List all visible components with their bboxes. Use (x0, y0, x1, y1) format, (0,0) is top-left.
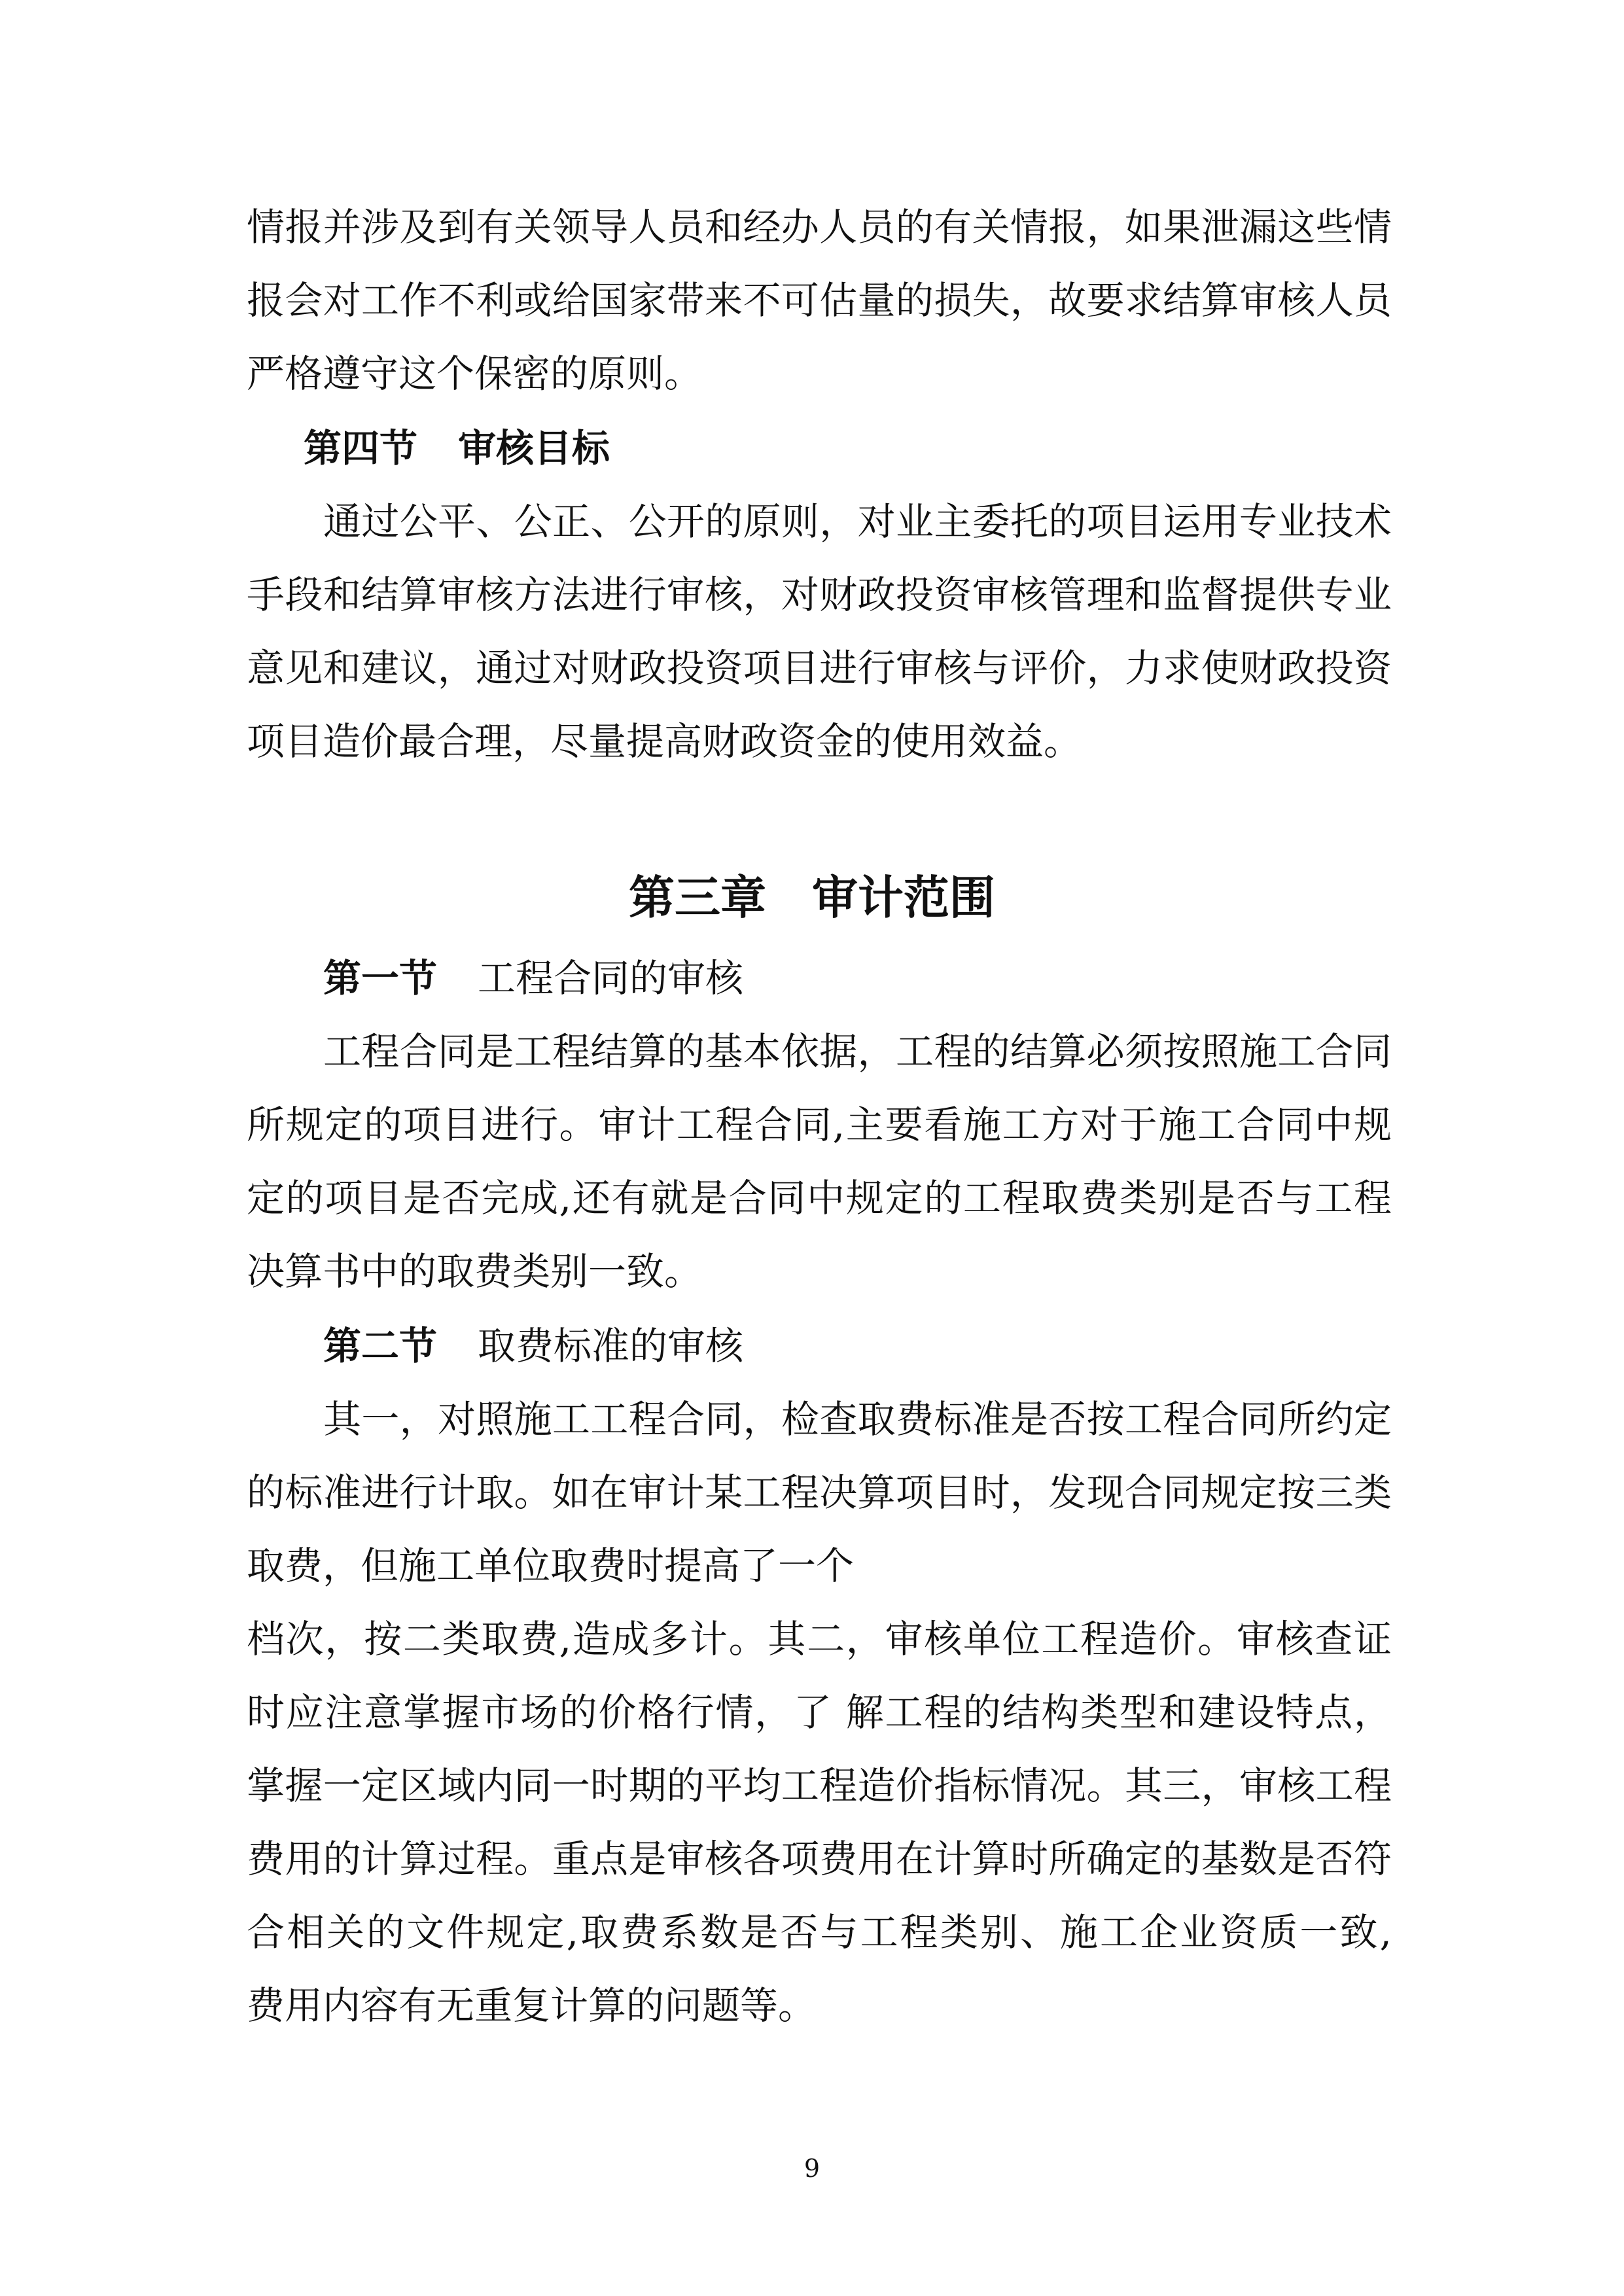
paragraph-line: 费用内容有无重复计算的问题等。 (247, 1983, 817, 2028)
paragraph-line: 费用的计算过程。重点是审核各项费用在计算时所确定的基数是否符 (247, 1837, 1392, 1881)
paragraph-line: 项目造价最合理，尽量提高财政资金的使用效益。 (247, 719, 1082, 764)
paragraph-line: 定的项目是否完成,还有就是合同中规定的工程取费类别是否与工程 (247, 1176, 1392, 1220)
paragraph-line: 档次，按二类取费,造成多计。其二，审核单位工程造价。审核查证 (247, 1617, 1392, 1661)
paragraph-line: 其一，对照施工工程合同，检查取费标准是否按工程合同所约定 (323, 1397, 1392, 1441)
paragraph-line: 合相关的文件规定,取费系数是否与工程类别、施工企业资质一致, (247, 1910, 1392, 1954)
section-heading-1 (323, 955, 743, 1001)
section-number: 第二节 (323, 1324, 438, 1368)
section-heading-2 (323, 1323, 743, 1369)
paragraph-line: 取费，但施工单位取费时提高了一个 (247, 1544, 855, 1588)
paragraph-line: 所规定的项目进行。审计工程合同,主要看施工方对于施工合同中规 (247, 1103, 1392, 1147)
paragraph-line: 通过公平、公正、公开的原则，对业主委托的项目运用专业技术 (323, 499, 1392, 544)
paragraph-line: 报会对工作不利或给国家带来不可估量的损失，故要求结算审核人员 (247, 278, 1392, 323)
section-title: 取费标准的审核 (478, 1324, 744, 1368)
section-heading-4 (304, 425, 610, 471)
section-title: 审核目标 (458, 426, 610, 470)
paragraph-line: 时应注意掌握市场的价格行情，了 解工程的结构类型和建设特点， (247, 1690, 1392, 1735)
paragraph-line: 情报并涉及到有关领导人员和经办人员的有关情报，如果泄漏这些情 (247, 205, 1392, 249)
page-number: 9 (803, 2154, 821, 2183)
chapter-title: 第三章 审计范围 (629, 870, 995, 925)
section-number: 第四节 (304, 426, 418, 470)
section-number: 第一节 (323, 956, 438, 1000)
paragraph-line: 意见和建议，通过对财政投资项目进行审核与评价，力求使财政投资 (247, 646, 1392, 690)
paragraph-line: 决算书中的取费类别一致。 (247, 1249, 703, 1294)
paragraph-line: 手段和结算审核方法进行审核，对财政投资审核管理和监督提供专业 (247, 573, 1392, 617)
paragraph-line: 工程合同是工程结算的基本依据，工程的结算必须按照施工合同 (323, 1029, 1392, 1074)
section-title: 工程合同的审核 (478, 956, 744, 1000)
paragraph-line: 掌握一定区域内同一时期的平均工程造价指标情况。其三，审核工程 (247, 1763, 1392, 1808)
paragraph-line: 严格遵守这个保密的原则。 (247, 351, 703, 396)
paragraph-line: 的标准进行计取。如在审计某工程决算项目时，发现合同规定按三类 (247, 1470, 1392, 1515)
